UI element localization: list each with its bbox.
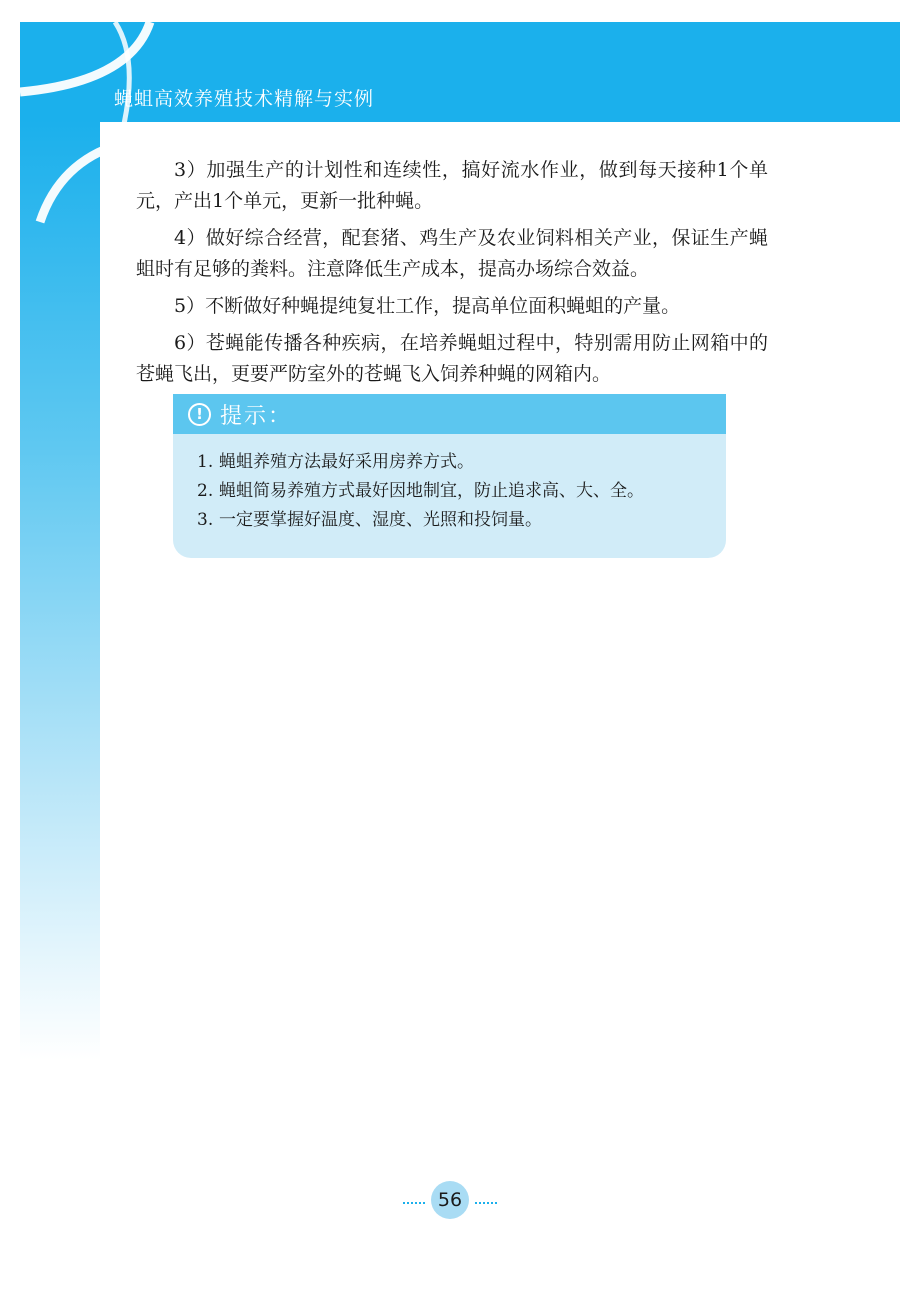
dotted-divider [403, 1202, 425, 1204]
book-title: 蝇蛆高效养殖技术精解与实例 [114, 88, 375, 110]
exclamation-circle-icon: ! [188, 403, 211, 426]
page-number: 56 [431, 1181, 469, 1219]
body-text [136, 155, 768, 396]
list-item [197, 477, 726, 506]
list-item-text: 蝇蛆简易养殖方式最好因地制宜，防止追求高、大、全。 [219, 481, 644, 501]
tip-header [173, 394, 726, 434]
tip-title: 提示： [220, 403, 293, 429]
tip-box [173, 394, 726, 558]
paragraph: 4）做好综合经营，配套猪、鸡生产及农业饲料相关产业，保证生产蝇蛆时有足够的粪料。注意降低生产成本，提高办场综合效益。 [136, 227, 768, 280]
paragraph: 3）加强生产的计划性和连续性，搞好流水作业，做到每天接种1个单元，产出1个单元，更新一批种蝇。 [136, 159, 768, 212]
list-item-number: 3. [197, 510, 214, 530]
dotted-divider [475, 1202, 497, 1204]
paragraph: 5）不断做好种蝇提纯复壮工作，提高单位面积蝇蛆的产量。 [174, 295, 681, 317]
list-item-text: 蝇蛆养殖方法最好采用房养方式。 [219, 452, 474, 472]
list-item [197, 506, 726, 535]
list-item-text: 一定要掌握好温度、湿度、光照和投饲量。 [219, 510, 542, 530]
left-gradient-strip [20, 120, 100, 1060]
page-number-area [0, 1180, 900, 1220]
list-item-number: 1. [197, 452, 214, 472]
paragraph: 6）苍蝇能传播各种疾病，在培养蝇蛆过程中，特别需用防止网箱中的苍蝇飞出，更要严防室外的苍蝇飞入饲养种蝇的网箱内。 [136, 332, 768, 385]
tip-list [173, 448, 726, 535]
list-item-number: 2. [197, 481, 214, 501]
list-item [197, 448, 726, 477]
